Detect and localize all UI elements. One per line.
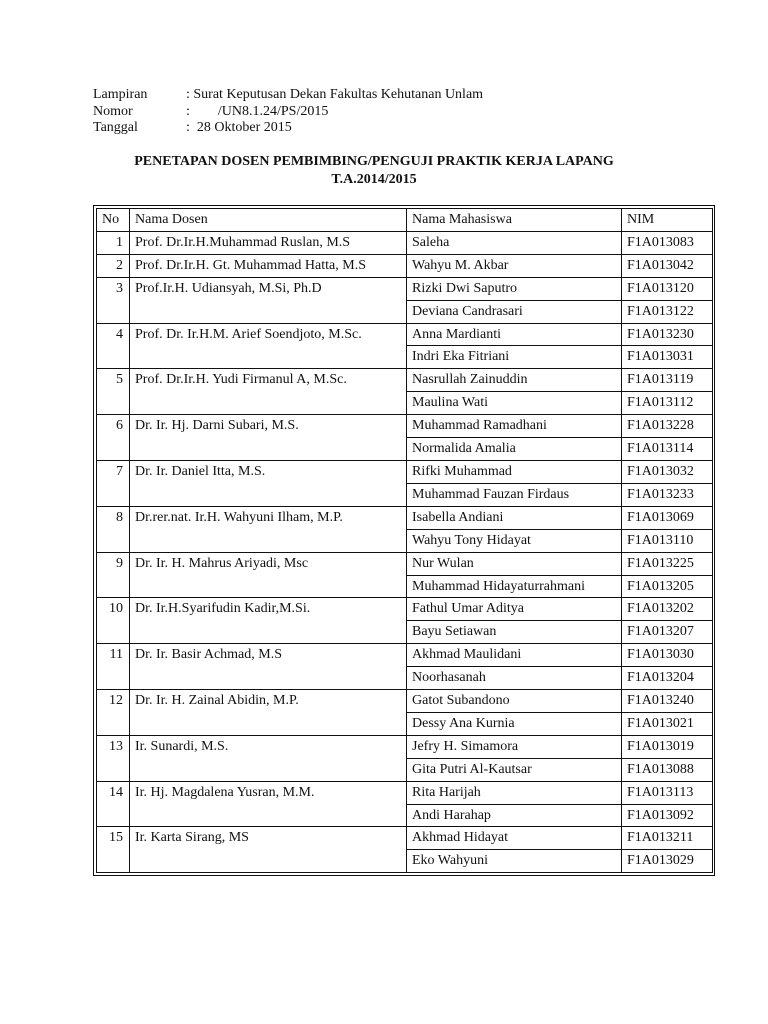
- student-name: Isabella Andiani: [407, 506, 622, 529]
- lecturer-name: Ir. Sunardi, M.S.: [130, 735, 407, 781]
- lampiran-label: Lampiran: [93, 87, 148, 102]
- student-name: Deviana Candrasari: [407, 300, 622, 323]
- table-row: [97, 506, 713, 529]
- student-nim: F1A013211: [622, 827, 713, 850]
- student-nim: F1A013113: [622, 781, 713, 804]
- student-nim: F1A013204: [622, 667, 713, 690]
- lecturer-name: Prof. Dr.Ir.H. Gt. Muhammad Hatta, M.S: [130, 254, 407, 277]
- column-header-no: No: [97, 209, 130, 232]
- lecturer-name: Dr. Ir. Basir Achmad, M.S: [130, 644, 407, 690]
- table-row: [97, 277, 713, 300]
- student-nim: F1A013230: [622, 323, 713, 346]
- lecturer-name: Prof.Ir.H. Udiansyah, M.Si, Ph.D: [130, 277, 407, 323]
- student-nim: F1A013092: [622, 804, 713, 827]
- assignment-table: [96, 208, 713, 873]
- student-name: Rizki Dwi Saputro: [407, 277, 622, 300]
- student-nim: F1A013122: [622, 300, 713, 323]
- student-name: Anna Mardianti: [407, 323, 622, 346]
- student-nim: F1A013110: [622, 529, 713, 552]
- student-nim: F1A013119: [622, 369, 713, 392]
- column-header-nim: NIM: [622, 209, 713, 232]
- student-nim: F1A013032: [622, 460, 713, 483]
- row-number: 10: [97, 598, 130, 644]
- row-number: 6: [97, 415, 130, 461]
- student-nim: F1A013207: [622, 621, 713, 644]
- student-name: Muhammad Hidayaturrahmani: [407, 575, 622, 598]
- tanggal-value: : 28 Oktober 2015: [186, 120, 292, 135]
- row-number: 12: [97, 690, 130, 736]
- row-number: 1: [97, 231, 130, 254]
- table-row: [97, 460, 713, 483]
- row-number: 5: [97, 369, 130, 415]
- student-name: Indri Eka Fitriani: [407, 346, 622, 369]
- table-row: [97, 781, 713, 804]
- table-row: [97, 369, 713, 392]
- table-row: [97, 415, 713, 438]
- column-header-mahasiswa: Nama Mahasiswa: [407, 209, 622, 232]
- student-nim: F1A013225: [622, 552, 713, 575]
- lecturer-name: Ir. Karta Sirang, MS: [130, 827, 407, 873]
- lampiran-row: [93, 87, 653, 104]
- student-name: Saleha: [407, 231, 622, 254]
- student-nim: F1A013205: [622, 575, 713, 598]
- nomor-label: Nomor: [93, 103, 133, 119]
- table-row: [97, 735, 713, 758]
- tanggal-label: Tanggal: [93, 120, 138, 135]
- lecturer-name: Dr. Ir. Daniel Itta, M.S.: [130, 460, 407, 506]
- student-name: Nur Wulan: [407, 552, 622, 575]
- nomor-value: : /UN8.1.24/PS/2015: [186, 103, 329, 119]
- student-name: Rifki Muhammad: [407, 460, 622, 483]
- lampiran-value: : Surat Keputusan Dekan Fakultas Kehutanan Unlam: [186, 87, 484, 102]
- student-name: Normalida Amalia: [407, 438, 622, 461]
- student-nim: F1A013069: [622, 506, 713, 529]
- lecturer-name: Dr. Ir. Hj. Darni Subari, M.S.: [130, 415, 407, 461]
- lecturer-name: Dr. Ir. H. Mahrus Ariyadi, Msc: [130, 552, 407, 598]
- student-nim: F1A013120: [622, 277, 713, 300]
- table-row: [97, 323, 713, 346]
- student-nim: F1A013112: [622, 392, 713, 415]
- row-number: 13: [97, 735, 130, 781]
- table-header-row: [97, 209, 713, 232]
- student-nim: F1A013202: [622, 598, 713, 621]
- student-nim: F1A013031: [622, 346, 713, 369]
- student-nim: F1A013029: [622, 850, 713, 873]
- lecturer-name: Dr. Ir. H. Zainal Abidin, M.P.: [130, 690, 407, 736]
- table-row: [97, 552, 713, 575]
- table-row: [97, 254, 713, 277]
- row-number: 14: [97, 781, 130, 827]
- student-nim: F1A013030: [622, 644, 713, 667]
- student-name: Akhmad Hidayat: [407, 827, 622, 850]
- student-name: Wahyu M. Akbar: [407, 254, 622, 277]
- student-name: Nasrullah Zainuddin: [407, 369, 622, 392]
- student-name: Fathul Umar Aditya: [407, 598, 622, 621]
- row-number: 3: [97, 277, 130, 323]
- student-nim: F1A013019: [622, 735, 713, 758]
- row-number: 2: [97, 254, 130, 277]
- student-nim: F1A013228: [622, 415, 713, 438]
- row-number: 9: [97, 552, 130, 598]
- student-nim: F1A013114: [622, 438, 713, 461]
- row-number: 11: [97, 644, 130, 690]
- row-number: 7: [97, 460, 130, 506]
- tanggal-row: [93, 120, 653, 137]
- student-name: Gatot Subandono: [407, 690, 622, 713]
- lecturer-name: Prof. Dr. Ir.H.M. Arief Soendjoto, M.Sc.: [130, 323, 407, 369]
- row-number: 4: [97, 323, 130, 369]
- letter-header: [93, 87, 653, 137]
- lecturer-name: Dr. Ir.H.Syarifudin Kadir,M.Si.: [130, 598, 407, 644]
- document-title: PENETAPAN DOSEN PEMBIMBING/PENGUJI PRAKTIK KERJA LAPANG: [134, 154, 614, 169]
- table-row: [97, 827, 713, 850]
- student-name: Gita Putri Al-Kautsar: [407, 758, 622, 781]
- student-nim: F1A013083: [622, 231, 713, 254]
- student-name: Bayu Setiawan: [407, 621, 622, 644]
- student-name: Andi Harahap: [407, 804, 622, 827]
- table-row: [97, 644, 713, 667]
- student-name: Eko Wahyuni: [407, 850, 622, 873]
- lecturer-name: Dr.rer.nat. Ir.H. Wahyuni Ilham, M.P.: [130, 506, 407, 552]
- row-number: 8: [97, 506, 130, 552]
- nomor-row: [93, 104, 653, 121]
- academic-year: T.A.2014/2015: [331, 172, 417, 187]
- row-number: 15: [97, 827, 130, 873]
- student-nim: F1A013088: [622, 758, 713, 781]
- table-body: [97, 231, 713, 872]
- student-name: Akhmad Maulidani: [407, 644, 622, 667]
- assignment-table-frame: [93, 205, 715, 876]
- student-name: Wahyu Tony Hidayat: [407, 529, 622, 552]
- student-nim: F1A013240: [622, 690, 713, 713]
- student-name: Muhammad Fauzan Firdaus: [407, 483, 622, 506]
- student-name: Noorhasanah: [407, 667, 622, 690]
- table-row: [97, 598, 713, 621]
- student-name: Maulina Wati: [407, 392, 622, 415]
- student-name: Jefry H. Simamora: [407, 735, 622, 758]
- lecturer-name: Ir. Hj. Magdalena Yusran, M.M.: [130, 781, 407, 827]
- student-name: Muhammad Ramadhani: [407, 415, 622, 438]
- table-row: [97, 690, 713, 713]
- student-nim: F1A013021: [622, 712, 713, 735]
- lecturer-name: Prof. Dr.Ir.H.Muhammad Ruslan, M.S: [130, 231, 407, 254]
- student-nim: F1A013042: [622, 254, 713, 277]
- student-name: Dessy Ana Kurnia: [407, 712, 622, 735]
- lecturer-name: Prof. Dr.Ir.H. Yudi Firmanul A, M.Sc.: [130, 369, 407, 415]
- student-name: Rita Harijah: [407, 781, 622, 804]
- table-row: [97, 231, 713, 254]
- column-header-dosen: Nama Dosen: [130, 209, 407, 232]
- student-nim: F1A013233: [622, 483, 713, 506]
